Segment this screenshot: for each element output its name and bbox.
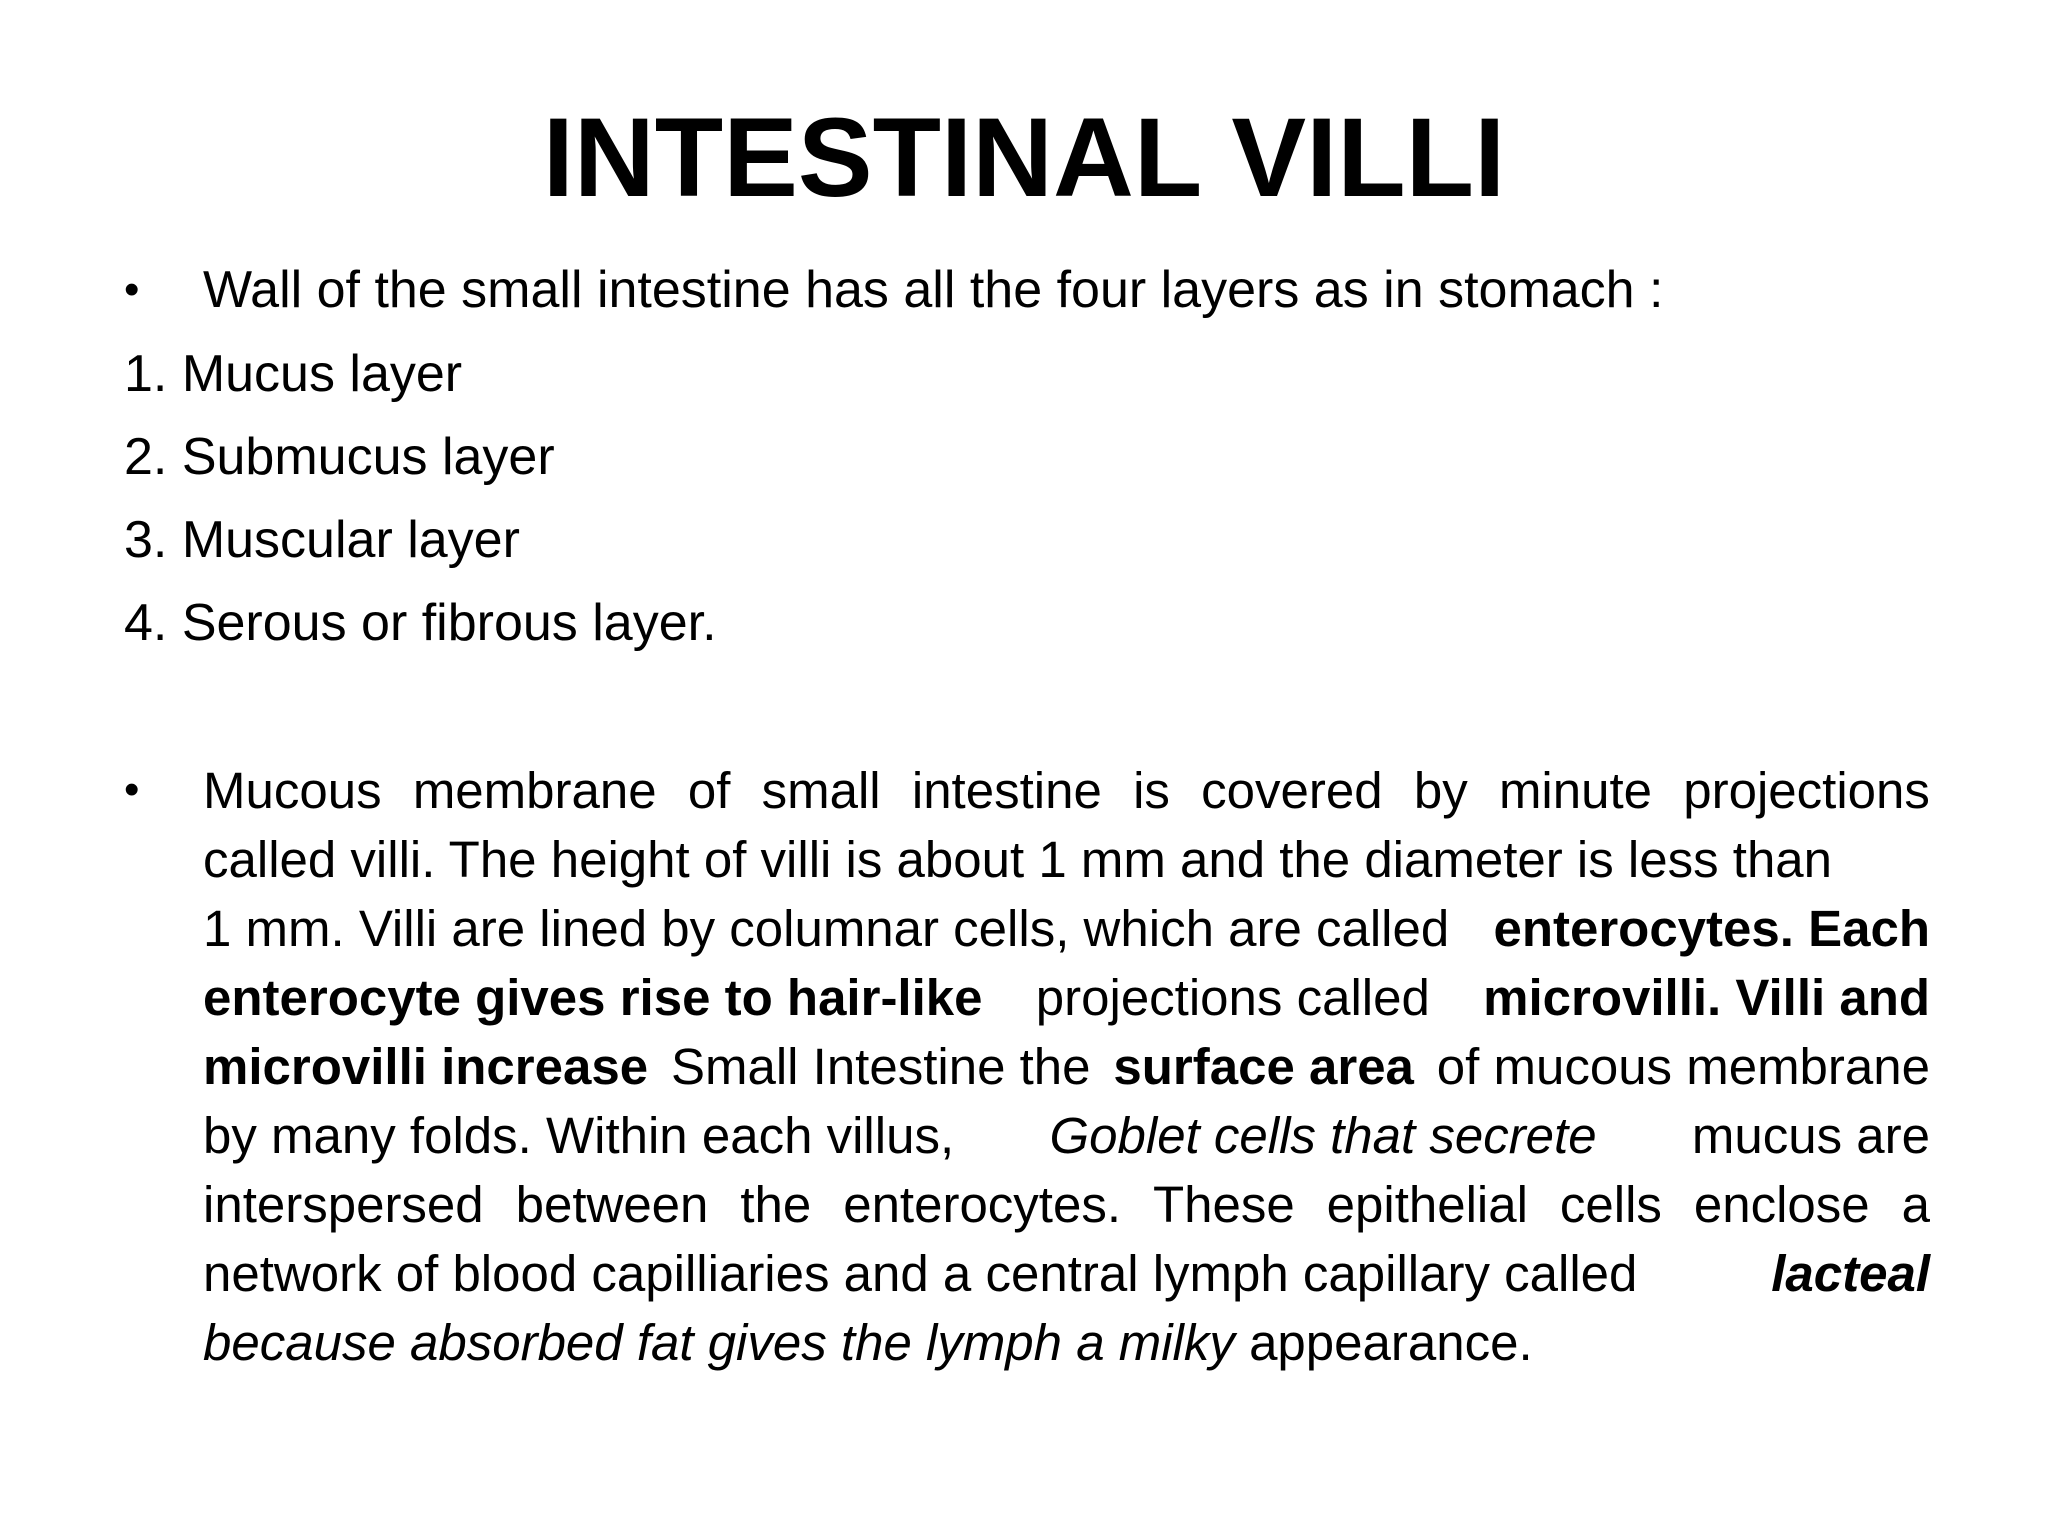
bullet-icon: • — [124, 765, 140, 814]
layer-item: 3. Muscular layer — [124, 511, 520, 569]
layer-item: 1. Mucus layer — [124, 345, 463, 403]
word: of — [687, 762, 731, 819]
line-text: appearance. — [1249, 1314, 1533, 1371]
word: minute — [1498, 762, 1653, 819]
layer-item: 2. Submucus layer — [124, 428, 555, 486]
word: projections — [1683, 762, 1930, 819]
paragraph-line — [203, 963, 1930, 1032]
term-microvilli: microvilli. Villi and — [1483, 969, 1930, 1026]
word: enterocytes. — [843, 1176, 1122, 1233]
bullet-icon: • — [124, 265, 140, 314]
word: Mucous — [203, 762, 382, 819]
line-text: 1 mm. Villi are lined by columnar cells, which are called — [203, 900, 1450, 957]
line-text: mucus are — [1691, 1107, 1930, 1164]
line-text: network of blood capilliaries and a central lymph capillary called — [203, 1245, 1638, 1302]
word: between — [515, 1176, 709, 1233]
term-surface-area: surface area — [1113, 1038, 1414, 1095]
word: small — [761, 762, 881, 819]
villi-paragraph — [203, 756, 1930, 1377]
layer-item: 4. Serous or fibrous layer. — [124, 594, 717, 652]
italic-phrase: Goblet cells that secrete — [1049, 1107, 1597, 1164]
word: the — [740, 1176, 812, 1233]
word: a — [1901, 1176, 1930, 1233]
paragraph-line — [203, 1101, 1930, 1170]
word: cells — [1559, 1176, 1662, 1233]
paragraph-line — [203, 1308, 1930, 1377]
word: membrane — [412, 762, 657, 819]
paragraph-line — [203, 756, 1930, 825]
word: covered — [1201, 762, 1383, 819]
italic-phrase: because absorbed fat gives the lymph a milky — [203, 1314, 1235, 1371]
bold-phrase: enterocyte gives rise to hair-like — [203, 969, 983, 1026]
paragraph-line — [203, 894, 1930, 963]
word: interspersed — [203, 1176, 484, 1233]
line-text: projections called — [1035, 969, 1430, 1026]
paragraph-line — [203, 1032, 1930, 1101]
paragraph-line — [203, 1239, 1930, 1308]
word: These — [1152, 1176, 1295, 1233]
paragraph-line — [203, 1170, 1930, 1239]
word: enclose — [1693, 1176, 1870, 1233]
bold-phrase: microvilli increase — [203, 1038, 649, 1095]
line-text: Small Intestine the — [670, 1038, 1091, 1095]
word: by — [1413, 762, 1468, 819]
word: intestine — [911, 762, 1102, 819]
slide-title: INTESTINAL VILLI — [542, 95, 1506, 220]
word: epithelial — [1326, 1176, 1528, 1233]
term-lacteal: lacteal — [1771, 1245, 1930, 1302]
word: is — [1133, 762, 1170, 819]
line-text: called villi. The height of villi is about 1 mm and the diameter is less than — [203, 831, 1833, 888]
intro-bullet-text: Wall of the small intestine has all the four layers as in stomach : — [203, 261, 1664, 319]
line-text: by many folds. Within each villus, — [203, 1107, 955, 1164]
term-enterocytes: enterocytes. Each — [1493, 900, 1930, 957]
paragraph-line — [203, 825, 1930, 894]
line-text: of mucous membrane — [1436, 1038, 1930, 1095]
